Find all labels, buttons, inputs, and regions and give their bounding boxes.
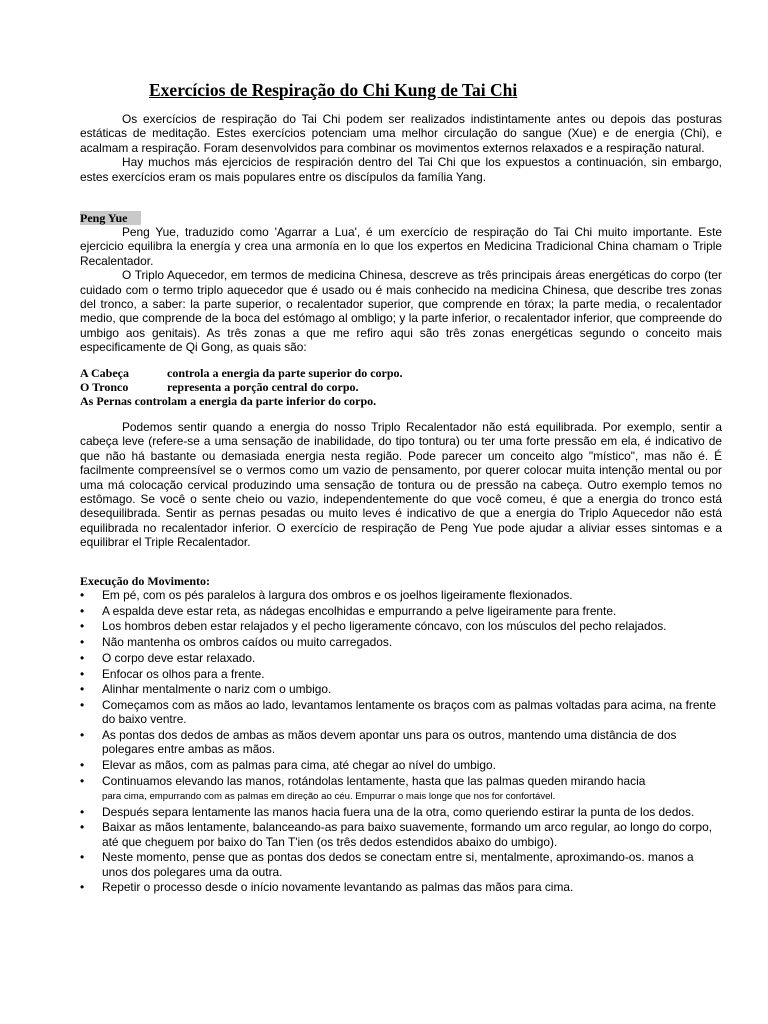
step-text: Elevar as mãos, com as palmas para cima, até chegar ao nível do umbigo.	[102, 758, 496, 773]
list-item	[80, 635, 722, 649]
section-heading-peng-yue	[80, 211, 722, 225]
list-item	[80, 619, 722, 633]
zone-desc: representa a porção central do corpo.	[167, 380, 359, 394]
intro-paragraph-1: Os exercícios de respiração do Tai Chi podem ser realizados indistintamente antes ou depois das posturas estáticas de meditação. Estes exercícios potenciam uma melhor circulação do sangue (Xue) e de energia (Chi), e acalmam a respiração. Foram desenvolvidos para combinar os movimentos externos relaxados e a respiração natural.	[80, 112, 722, 155]
list-item	[80, 774, 722, 803]
list-item	[80, 850, 722, 879]
list-item	[80, 805, 722, 819]
peng-yue-paragraph-1: Peng Yue, traduzido como 'Agarrar a Lua', é um exercício de respiração do Tai Chi muito importante. Este ejercicio equilibra la energía y crea una armonía en lo que los expertos en Medicina Tradicional China chamam o Triple Recalentador.	[80, 225, 722, 268]
zone-row: As Pernas controlam a energia da parte inferior do corpo.	[80, 394, 377, 408]
bullet-icon: •	[80, 804, 85, 819]
step-text: Começamos com as mãos ao lado, levantamos lentamente os braços com as palmas voltadas para acima, na frente do baixo ventre.	[102, 697, 716, 727]
page-title: Exercícios de Respiração do Chi Kung de Tai Chi	[149, 80, 518, 100]
step-text: Repetir o processo desde o início novamente levantando as palmas das mãos para cima.	[102, 880, 574, 895]
intro-section	[80, 112, 722, 184]
list-item	[80, 682, 722, 696]
step-text: Después separa lentamente las manos hacia fuera una de la otra, como queriendo estirar la punta de los dedos.	[102, 804, 695, 819]
list-item	[80, 880, 722, 894]
zone-row	[80, 366, 722, 380]
zone-term: A Cabeça	[80, 366, 129, 380]
list-item	[80, 651, 722, 665]
heading-highlight: Peng Yue	[80, 211, 141, 225]
movement-steps-list	[80, 588, 722, 895]
step-text: A espalda deve estar reta, as nádegas encolhidas e empurrando a pelve ligeiramente para frente.	[102, 603, 617, 618]
step-text: Continuamos elevando las manos, rotándolas lentamente, hasta que las palmas queden mirando hacia	[102, 773, 646, 788]
step-text: Los hombros deben estar relajados y el pecho ligeramente cóncavo, con los músculos del pecho relajados.	[102, 619, 667, 634]
step-text-small: para cima, empurrando com as palmas em direção ao céu. Empurrar o mais longe que nos for confortável.	[102, 791, 556, 803]
zone-term: O Tronco	[80, 380, 129, 394]
step-text: O corpo deve estar relaxado.	[102, 650, 256, 665]
bullet-icon: •	[80, 635, 85, 650]
bullet-icon: •	[80, 758, 85, 773]
triple-heater-paragraph: Podemos sentir quando a energia do nosso Triplo Recalentador não está equilibrada. Por exemplo, sentir a cabeça leve (refere-se a uma sensação de inabilidade, do tipo tontura) ou ter uma forte pressão em ela, é indicativo de que não há bastante ou demasiada energia nesta região. Pode parecer um conceito algo "místico", mas não é. É facilmente compreensível se o vermos como um vazio de pensamento, por querer colocar muita intenção mental ou por uma má colocação cervical produzindo uma sensação de tontura ou de pressão na cabeça. Outro exemplo temos no estômago. Se você o sente cheio ou vazio, independentemente do que você comeu, é que a energia do tronco está desequilibrada. Sentir as pernas pesadas ou muito leves é indicativo de que a energia do Triplo Aquecedor não está equilibrada no recalentador inferior. O exercício de respiração de Peng Yue pode ajudar a aliviar esses sintomas e a equilibrar el Triple Recalentador.	[80, 420, 722, 550]
zone-row	[80, 380, 722, 394]
step-text: Alinhar mentalmente o nariz com o umbigo.	[102, 682, 332, 697]
list-item	[80, 604, 722, 618]
bullet-icon: •	[80, 603, 85, 618]
step-text: Em pé, com os pés paralelos à largura dos ombros e os joelhos ligeiramente flexionados.	[102, 588, 573, 602]
step-text: As pontas dos dedos de ambas as mãos devem apontar uns para os outros, mantendo uma distância de dos polegares entre ambas as mãos.	[102, 728, 677, 757]
step-text: Não mantenha os ombros caídos ou muito carregados.	[102, 635, 393, 650]
list-item	[80, 698, 722, 727]
list-item	[80, 758, 722, 772]
zone-desc: controla a energia da parte superior do corpo.	[167, 366, 403, 380]
step-text: Neste momento, pense que as pontas dos dedos se conectam entre si, mentalmente, aproximando-os. manos a unos dos polegares uma da outra.	[102, 850, 694, 879]
bullet-icon: •	[80, 682, 85, 697]
section-heading-movement: Execução do Movimento:	[80, 574, 210, 588]
bullet-icon: •	[80, 588, 85, 602]
bullet-icon: •	[80, 773, 85, 788]
list-item	[80, 667, 722, 681]
intro-paragraph-2: Hay muchos más ejercicios de respiración dentro del Tai Chi que los expuestos a continuación, sin embargo, estes exercícios eram os mais populares entre os discípulos da família Yang.	[80, 155, 722, 184]
bullet-icon: •	[80, 619, 85, 634]
bullet-icon: •	[80, 650, 85, 665]
step-text: Baixar as mãos lentamente, balanceando-as para baixo suavemente, formando um arco regular, ao longo do corpo, até que cheguem por baixo do Tan T'ien (os três dedos estendidos abaixo do umbigo).	[102, 820, 713, 849]
peng-yue-paragraph-2: O Triplo Aquecedor, em termos de medicina Chinesa, descreve as três principais áreas energéticas do corpo (ter cuidado com o termo triplo aquecedor que é usado ou é mais conhecido na medicina Chinesa, que describe tres zonas del tronco, a saber: la parte superior, o recalentador superior, que comprende en tórax; la parte media, o recalentador medio, que comprende de la boca del estómago al ombligo; y la parte inferior, o recalentador inferior, que compreende do umbigo aos genitais). As três zonas a que me refiro aqui são três zonas energéticas segundo o conceito mais especificamente de Qi Gong, as quais são:	[80, 268, 722, 355]
bullet-icon: •	[80, 850, 85, 865]
triple-heater-section	[80, 420, 722, 550]
bullet-icon: •	[80, 697, 85, 712]
bullet-icon: •	[80, 666, 85, 681]
energy-zones-list	[80, 366, 722, 408]
list-item	[80, 588, 722, 602]
bullet-icon: •	[80, 820, 85, 835]
list-item	[80, 728, 722, 757]
step-text: Enfocar os olhos para a frente.	[102, 666, 265, 681]
bullet-icon: •	[80, 728, 85, 743]
peng-yue-section	[80, 211, 722, 355]
movement-section	[80, 574, 722, 896]
list-item	[80, 820, 722, 849]
bullet-icon: •	[80, 880, 85, 895]
